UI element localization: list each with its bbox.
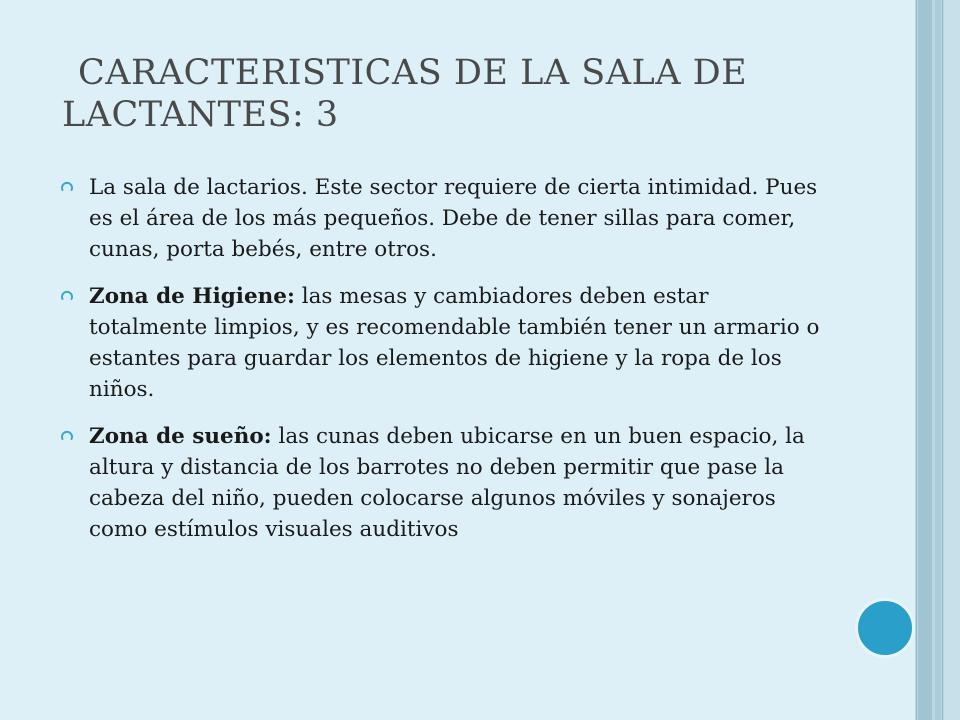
bullet-icon [60, 179, 74, 193]
slide-title [62, 52, 882, 136]
decorative-circle [855, 598, 915, 658]
slide-title-line-1: CARACTERISTICAS DE LA SALA DE [78, 53, 748, 93]
bullet-icon [60, 428, 74, 442]
bullet-icon [60, 288, 74, 302]
bullet-list [60, 172, 820, 561]
bullet-text: La sala de lactarios. Este sector requiere de cierta intimidad. Pues es el área de los más pequeños. Debe de tener sillas para comer, cunas, porta bebés, entre otros. [89, 175, 818, 262]
right-decoration-line [916, 0, 917, 720]
bullet-item [60, 281, 820, 405]
bullet-text: las cunas deben ubicarse en un buen espacio, la altura y distancia de los barrotes no deben permitir que pase la cabeza del niño, pueden colocarse algunos móviles y sonajeros como estímulos visuales auditivos [89, 424, 805, 542]
bullet-lead: Zona de sueño: [89, 424, 272, 449]
right-decoration-stripe [935, 0, 941, 720]
right-decoration-stripe [918, 0, 932, 720]
bullet-item [60, 172, 820, 265]
right-decoration-line [942, 0, 943, 720]
slide-title-line-2: LACTANTES: 3 [62, 95, 339, 135]
bullet-text: las mesas y cambiadores deben estar totalmente limpios, y es recomendable también tener un armario o estantes para guardar los elementos de higiene y la ropa de los niños. [89, 284, 820, 402]
bullet-lead: Zona de Higiene: [89, 284, 295, 309]
bullet-item [60, 421, 820, 545]
right-decoration-stripe [944, 0, 960, 720]
